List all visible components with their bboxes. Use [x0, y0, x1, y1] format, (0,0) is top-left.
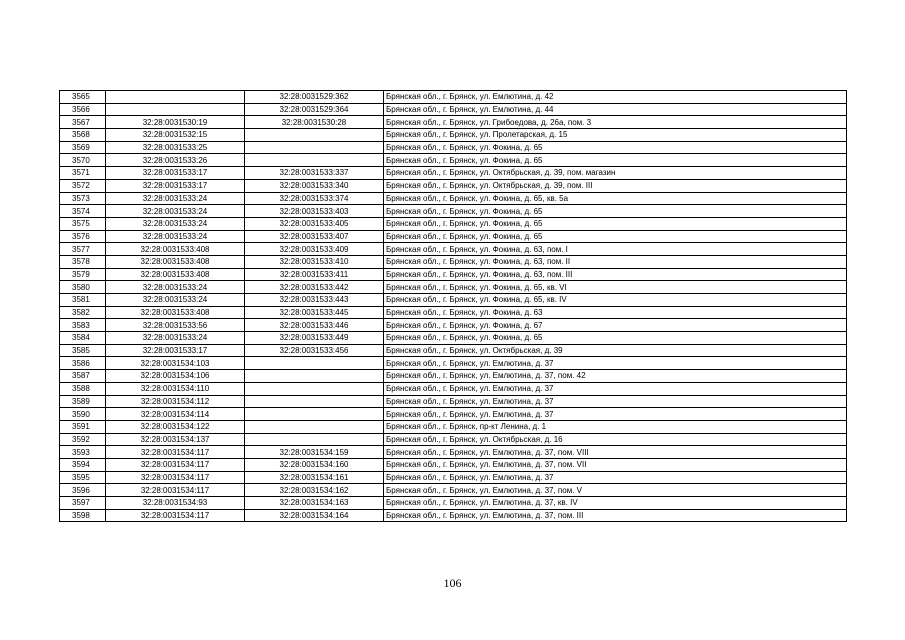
parent-cadastral-number-cell: 32:28:0031533:17 — [106, 179, 245, 192]
table-row — [60, 306, 847, 319]
parent-cadastral-number-cell — [106, 91, 245, 104]
table-row — [60, 154, 847, 167]
row-number-cell: 3581 — [60, 294, 106, 307]
cadastral-number-cell: 32:28:0031533:407 — [245, 230, 384, 243]
cadastral-number-cell: 32:28:0031529:364 — [245, 103, 384, 116]
table-row — [60, 141, 847, 154]
cadastral-number-cell: 32:28:0031533:446 — [245, 319, 384, 332]
table-row — [60, 268, 847, 281]
row-number-cell: 3595 — [60, 471, 106, 484]
cadastral-number-cell: 32:28:0031533:442 — [245, 281, 384, 294]
cadastral-number-cell: 32:28:0031533:456 — [245, 344, 384, 357]
address-cell: Брянская обл., г. Брянск, ул. Емлютина, д. 37, пом. 42 — [384, 370, 847, 383]
parent-cadastral-number-cell: 32:28:0031534:106 — [106, 370, 245, 383]
parent-cadastral-number-cell: 32:28:0031533:17 — [106, 344, 245, 357]
row-number-cell: 3579 — [60, 268, 106, 281]
parent-cadastral-number-cell: 32:28:0031533:408 — [106, 268, 245, 281]
parent-cadastral-number-cell: 32:28:0031534:110 — [106, 382, 245, 395]
address-cell: Брянская обл., г. Брянск, ул. Емлютина, д. 42 — [384, 91, 847, 104]
parent-cadastral-number-cell: 32:28:0031534:117 — [106, 484, 245, 497]
cadastral-number-cell — [245, 154, 384, 167]
cadastral-number-cell: 32:28:0031533:449 — [245, 332, 384, 345]
cadastral-number-cell: 32:28:0031534:164 — [245, 509, 384, 522]
table-row — [60, 370, 847, 383]
address-cell: Брянская обл., г. Брянск, ул. Емлютина, д. 37 — [384, 408, 847, 421]
address-cell: Брянская обл., г. Брянск, ул. Фокина, д. 65 — [384, 217, 847, 230]
cadastral-number-cell — [245, 420, 384, 433]
table-row — [60, 192, 847, 205]
table-row — [60, 319, 847, 332]
row-number-cell: 3580 — [60, 281, 106, 294]
row-number-cell: 3578 — [60, 255, 106, 268]
row-number-cell: 3592 — [60, 433, 106, 446]
records-table — [59, 90, 847, 522]
address-cell: Брянская обл., г. Брянск, пр-кт Ленина, д. 1 — [384, 420, 847, 433]
row-number-cell: 3594 — [60, 458, 106, 471]
table-row — [60, 395, 847, 408]
row-number-cell: 3584 — [60, 332, 106, 345]
parent-cadastral-number-cell: 32:28:0031534:117 — [106, 509, 245, 522]
row-number-cell: 3572 — [60, 179, 106, 192]
row-number-cell: 3574 — [60, 205, 106, 218]
cadastral-number-cell: 32:28:0031534:159 — [245, 446, 384, 459]
row-number-cell: 3566 — [60, 103, 106, 116]
cadastral-number-cell: 32:28:0031534:160 — [245, 458, 384, 471]
cadastral-number-cell: 32:28:0031533:374 — [245, 192, 384, 205]
table-row — [60, 205, 847, 218]
row-number-cell: 3569 — [60, 141, 106, 154]
address-cell: Брянская обл., г. Брянск, ул. Емлютина, д. 37, кв. IV — [384, 497, 847, 510]
address-cell: Брянская обл., г. Брянск, ул. Емлютина, д. 37, пом. V — [384, 484, 847, 497]
cadastral-number-cell — [245, 433, 384, 446]
cadastral-number-cell: 32:28:0031530:28 — [245, 116, 384, 129]
table-body — [60, 91, 847, 522]
parent-cadastral-number-cell: 32:28:0031534:122 — [106, 420, 245, 433]
parent-cadastral-number-cell: 32:28:0031533:56 — [106, 319, 245, 332]
table-row — [60, 497, 847, 510]
table-row — [60, 509, 847, 522]
table-row — [60, 294, 847, 307]
row-number-cell: 3598 — [60, 509, 106, 522]
cadastral-number-cell: 32:28:0031533:410 — [245, 255, 384, 268]
address-cell: Брянская обл., г. Брянск, ул. Фокина, д. 63, пом. I — [384, 243, 847, 256]
cadastral-number-cell: 32:28:0031534:161 — [245, 471, 384, 484]
cadastral-number-cell: 32:28:0031534:162 — [245, 484, 384, 497]
parent-cadastral-number-cell: 32:28:0031534:93 — [106, 497, 245, 510]
address-cell: Брянская обл., г. Брянск, ул. Фокина, д. 67 — [384, 319, 847, 332]
address-cell: Брянская обл., г. Брянск, ул. Емлютина, д. 37 — [384, 357, 847, 370]
parent-cadastral-number-cell: 32:28:0031533:17 — [106, 167, 245, 180]
cadastral-number-cell — [245, 395, 384, 408]
row-number-cell: 3576 — [60, 230, 106, 243]
row-number-cell: 3571 — [60, 167, 106, 180]
cadastral-number-cell — [245, 141, 384, 154]
address-cell: Брянская обл., г. Брянск, ул. Фокина, д. 63 — [384, 306, 847, 319]
cadastral-number-cell: 32:28:0031533:443 — [245, 294, 384, 307]
row-number-cell: 3586 — [60, 357, 106, 370]
address-cell: Брянская обл., г. Брянск, ул. Фокина, д. 65, кв. VI — [384, 281, 847, 294]
table-row — [60, 446, 847, 459]
address-cell: Брянская обл., г. Брянск, ул. Октябрьская, д. 39, пом. магазин — [384, 167, 847, 180]
table-row — [60, 420, 847, 433]
row-number-cell: 3567 — [60, 116, 106, 129]
cadastral-number-cell: 32:28:0031533:411 — [245, 268, 384, 281]
row-number-cell: 3583 — [60, 319, 106, 332]
table-row — [60, 243, 847, 256]
parent-cadastral-number-cell: 32:28:0031532:15 — [106, 129, 245, 142]
cadastral-number-cell — [245, 357, 384, 370]
parent-cadastral-number-cell: 32:28:0031533:26 — [106, 154, 245, 167]
address-cell: Брянская обл., г. Брянск, ул. Емлютина, д. 44 — [384, 103, 847, 116]
parent-cadastral-number-cell: 32:28:0031534:112 — [106, 395, 245, 408]
parent-cadastral-number-cell: 32:28:0031534:117 — [106, 458, 245, 471]
row-number-cell: 3597 — [60, 497, 106, 510]
cadastral-number-cell: 32:28:0031534:163 — [245, 497, 384, 510]
address-cell: Брянская обл., г. Брянск, ул. Октябрьская, д. 39 — [384, 344, 847, 357]
row-number-cell: 3590 — [60, 408, 106, 421]
parent-cadastral-number-cell: 32:28:0031533:25 — [106, 141, 245, 154]
cadastral-number-cell — [245, 382, 384, 395]
address-cell: Брянская обл., г. Брянск, ул. Фокина, д. 63, пом. II — [384, 255, 847, 268]
parent-cadastral-number-cell: 32:28:0031534:103 — [106, 357, 245, 370]
table-row — [60, 458, 847, 471]
table-row — [60, 167, 847, 180]
address-cell: Брянская обл., г. Брянск, ул. Фокина, д. 65, кв. IV — [384, 294, 847, 307]
table-row — [60, 179, 847, 192]
parent-cadastral-number-cell: 32:28:0031533:408 — [106, 255, 245, 268]
cadastral-number-cell — [245, 129, 384, 142]
address-cell: Брянская обл., г. Брянск, ул. Грибоедова, д. 26а, пом. 3 — [384, 116, 847, 129]
parent-cadastral-number-cell: 32:28:0031533:24 — [106, 192, 245, 205]
address-cell: Брянская обл., г. Брянск, ул. Фокина, д. 65 — [384, 230, 847, 243]
cadastral-number-cell: 32:28:0031533:405 — [245, 217, 384, 230]
address-cell: Брянская обл., г. Брянск, ул. Фокина, д. 65 — [384, 332, 847, 345]
row-number-cell: 3573 — [60, 192, 106, 205]
row-number-cell: 3587 — [60, 370, 106, 383]
table-row — [60, 357, 847, 370]
row-number-cell: 3568 — [60, 129, 106, 142]
address-cell: Брянская обл., г. Брянск, ул. Емлютина, д. 37 — [384, 382, 847, 395]
row-number-cell: 3565 — [60, 91, 106, 104]
address-cell: Брянская обл., г. Брянск, ул. Емлютина, д. 37 — [384, 395, 847, 408]
cadastral-number-cell: 32:28:0031533:403 — [245, 205, 384, 218]
parent-cadastral-number-cell: 32:28:0031534:117 — [106, 446, 245, 459]
table-row — [60, 433, 847, 446]
address-cell: Брянская обл., г. Брянск, ул. Октябрьская, д. 39, пом. III — [384, 179, 847, 192]
table-row — [60, 408, 847, 421]
table-row — [60, 91, 847, 104]
table-row — [60, 484, 847, 497]
table-row — [60, 382, 847, 395]
row-number-cell: 3585 — [60, 344, 106, 357]
address-cell: Брянская обл., г. Брянск, ул. Фокина, д. 65 — [384, 141, 847, 154]
cadastral-number-cell: 32:28:0031533:409 — [245, 243, 384, 256]
parent-cadastral-number-cell: 32:28:0031534:114 — [106, 408, 245, 421]
page-number: 106 — [443, 576, 462, 590]
address-cell: Брянская обл., г. Брянск, ул. Фокина, д. 65 — [384, 154, 847, 167]
address-cell: Брянская обл., г. Брянск, ул. Фокина, д. 65 — [384, 205, 847, 218]
cadastral-number-cell: 32:28:0031533:445 — [245, 306, 384, 319]
table-row — [60, 230, 847, 243]
address-cell: Брянская обл., г. Брянск, ул. Емлютина, д. 37, пом. VII — [384, 458, 847, 471]
cadastral-number-cell — [245, 370, 384, 383]
table-row — [60, 129, 847, 142]
cadastral-number-cell: 32:28:0031533:337 — [245, 167, 384, 180]
parent-cadastral-number-cell: 32:28:0031533:408 — [106, 243, 245, 256]
table-row — [60, 332, 847, 345]
parent-cadastral-number-cell: 32:28:0031533:24 — [106, 205, 245, 218]
address-cell: Брянская обл., г. Брянск, ул. Фокина, д. 65, кв. 5а — [384, 192, 847, 205]
row-number-cell: 3575 — [60, 217, 106, 230]
row-number-cell: 3582 — [60, 306, 106, 319]
address-cell: Брянская обл., г. Брянск, ул. Фокина, д. 63, пом. III — [384, 268, 847, 281]
table-row — [60, 344, 847, 357]
row-number-cell: 3577 — [60, 243, 106, 256]
cadastral-number-cell — [245, 408, 384, 421]
address-cell: Брянская обл., г. Брянск, ул. Емлютина, д. 37 — [384, 471, 847, 484]
table-row — [60, 255, 847, 268]
cadastral-number-cell: 32:28:0031533:340 — [245, 179, 384, 192]
parent-cadastral-number-cell: 32:28:0031533:24 — [106, 332, 245, 345]
address-cell: Брянская обл., г. Брянск, ул. Октябрьская, д. 16 — [384, 433, 847, 446]
parent-cadastral-number-cell: 32:28:0031534:137 — [106, 433, 245, 446]
parent-cadastral-number-cell — [106, 103, 245, 116]
cadastral-number-cell: 32:28:0031529:362 — [245, 91, 384, 104]
table-row — [60, 116, 847, 129]
table-row — [60, 471, 847, 484]
parent-cadastral-number-cell: 32:28:0031533:24 — [106, 230, 245, 243]
row-number-cell: 3593 — [60, 446, 106, 459]
row-number-cell: 3588 — [60, 382, 106, 395]
table-row — [60, 281, 847, 294]
row-number-cell: 3591 — [60, 420, 106, 433]
parent-cadastral-number-cell: 32:28:0031533:24 — [106, 281, 245, 294]
table-row — [60, 103, 847, 116]
parent-cadastral-number-cell: 32:28:0031533:408 — [106, 306, 245, 319]
row-number-cell: 3570 — [60, 154, 106, 167]
parent-cadastral-number-cell: 32:28:0031530:19 — [106, 116, 245, 129]
parent-cadastral-number-cell: 32:28:0031533:24 — [106, 294, 245, 307]
address-cell: Брянская обл., г. Брянск, ул. Емлютина, д. 37, пом. VIII — [384, 446, 847, 459]
row-number-cell: 3589 — [60, 395, 106, 408]
row-number-cell: 3596 — [60, 484, 106, 497]
parent-cadastral-number-cell: 32:28:0031534:117 — [106, 471, 245, 484]
address-cell: Брянская обл., г. Брянск, ул. Емлютина, д. 37, пом. III — [384, 509, 847, 522]
address-cell: Брянская обл., г. Брянск, ул. Пролетарская, д. 15 — [384, 129, 847, 142]
table-row — [60, 217, 847, 230]
parent-cadastral-number-cell: 32:28:0031533:24 — [106, 217, 245, 230]
